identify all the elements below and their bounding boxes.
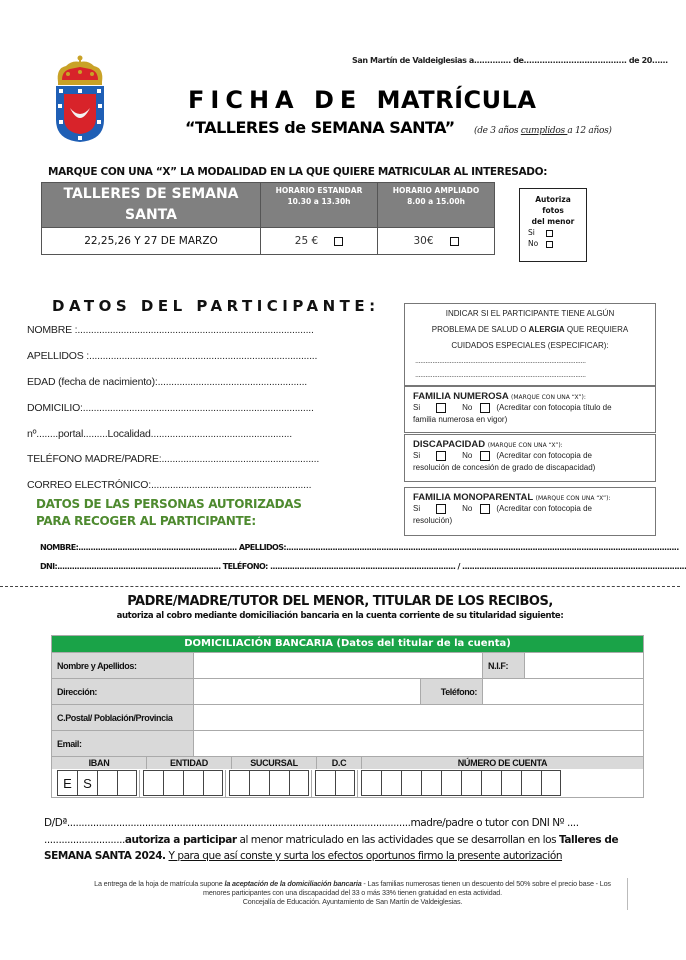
name-field[interactable]: NOMBRE :....................................................................................... [27, 324, 314, 336]
bank-details-table [51, 635, 644, 798]
place-date-line: San Martín de Valdeiglesias a.............. de....................................... de 20...... [352, 56, 668, 65]
disability-yes-checkbox[interactable] [436, 451, 446, 461]
sucursal-box[interactable] [269, 770, 289, 796]
sucursal-box[interactable] [249, 770, 269, 796]
authorization-paragraph: D/Dª.......................................................................................................................madre/padre o tutor con DNI Nº .... ............................autoriza a participar al menor matriculado en las actividades que se desarrollan en los Talleres de SEMANA SANTA 2024. Y para que así conste y surta los efectos oportunos firmo la presente autorización [44, 815, 640, 865]
extended-option [378, 228, 495, 255]
address-field[interactable]: DOMICILIO:..................................................................................... [27, 402, 314, 414]
account-box[interactable] [421, 770, 441, 796]
holder-email-input[interactable] [194, 731, 643, 756]
modality-heading: MARQUE CON UNA “X” LA MODALIDAD EN LA QUE QUIERE MATRICULAR AL INTERESADO: [48, 166, 548, 178]
iban-group [52, 770, 140, 797]
entidad-box[interactable] [163, 770, 183, 796]
entidad-box[interactable] [183, 770, 203, 796]
photo-authorization-box: Autoriza fotos del menor Si No [519, 188, 587, 262]
bank-header: DOMICILIACIÓN BANCARIA (Datos del titular de la cuenta) [52, 636, 643, 652]
dc-box[interactable] [315, 770, 335, 796]
photo-yes-option: Si [520, 227, 586, 238]
photo-no-checkbox[interactable] [546, 241, 553, 248]
workshop-dates: 22,25,26 Y 27 DE MARZO [42, 228, 261, 255]
extended-schedule-header: HORARIO AMPLIADO 8.00 a 15.00h [378, 183, 495, 228]
disability-no-checkbox[interactable] [480, 451, 490, 461]
account-box[interactable] [381, 770, 401, 796]
birthdate-field[interactable]: EDAD (fecha de nacimiento):....................................................... [27, 376, 308, 388]
large-family-yes-checkbox[interactable] [436, 403, 446, 413]
single-parent-no-checkbox[interactable] [480, 504, 490, 514]
title-part-1: FICHA DE [188, 86, 363, 114]
parent-phone-field[interactable]: TELÉFONO MADRE/PADRE:.......................................................... [27, 453, 320, 465]
single-parent-box: FAMILIA MONOPARENTAL (MARQUE CON UNA “X”): Si No (Acreditar con fotocopia de resolución) [404, 487, 656, 536]
holder-address-input[interactable] [194, 679, 421, 704]
disability-box: DISCAPACIDAD (MARQUE CON UNA “X”): Si No (Acreditar con fotocopia de resolución de concesión de grado de discapacidad) [404, 434, 656, 482]
footer-divider [627, 878, 628, 910]
page-title [188, 86, 568, 114]
iban-box[interactable]: S [77, 770, 97, 796]
modality-table [41, 182, 495, 255]
authorized-persons-heading-2: PARA RECOGER AL PARTICIPANTE: [36, 514, 256, 528]
account-box[interactable] [541, 770, 561, 796]
account-number-boxes [52, 769, 643, 797]
dc-box[interactable] [335, 770, 355, 796]
single-parent-yes-checkbox[interactable] [436, 504, 446, 514]
account-group [361, 770, 563, 797]
crown-icon [58, 56, 103, 86]
participant-heading: DATOS DEL PARTICIPANTE: [52, 297, 380, 315]
number-portal-locality-field[interactable]: nº........portal.........Localidad.................................................... [27, 428, 292, 440]
extended-price: 30€ [413, 235, 434, 247]
iban-box[interactable]: E [57, 770, 77, 796]
bank-row-email: Email: [52, 730, 643, 756]
surname-field[interactable]: APELLIDOS :.................................................................................... [27, 350, 318, 362]
large-family-box: FAMILIA NUMEROSA (MARQUE CON UNA “X”): Si No (Acreditar con fotocopia título de familia numerosa en vigor) [404, 386, 656, 433]
sucursal-box[interactable] [229, 770, 249, 796]
entidad-box[interactable] [203, 770, 223, 796]
tutor-subheading: autoriza al cobro mediante domiciliación bancaria en la cuenta corriente de su titularidad siguiente: [116, 611, 564, 621]
health-box: INDICAR SI EL PARTICIPANTE TIENE ALGÚN PROBLEMA DE SALUD O ALERGIA QUE REQUIERA CUIDADOS ESPECIALES (ESPECIFICAR): ................................................................................................... ................................................................................................... [404, 303, 656, 386]
extended-checkbox[interactable] [450, 237, 459, 246]
title-part-2: MATRÍCULA [376, 86, 537, 114]
email-field[interactable]: CORREO ELECTRÓNICO:........................................................... [27, 479, 312, 491]
account-box[interactable] [461, 770, 481, 796]
standard-schedule-header: HORARIO ESTANDAR 10.30 a 13.30h [261, 183, 378, 228]
account-box[interactable] [501, 770, 521, 796]
photo-no-option: No [520, 238, 586, 249]
cut-line-divider [0, 586, 680, 587]
account-box[interactable] [441, 770, 461, 796]
sucursal-box[interactable] [289, 770, 309, 796]
standard-option [261, 228, 378, 255]
iban-box[interactable] [97, 770, 117, 796]
account-box[interactable] [521, 770, 541, 796]
standard-price: 25 € [294, 235, 319, 247]
coat-of-arms-logo [50, 54, 110, 144]
bank-row-name: Nombre y Apellidos: N.I.F: [52, 652, 643, 678]
photo-yes-checkbox[interactable] [546, 230, 553, 237]
entidad-box[interactable] [143, 770, 163, 796]
account-box[interactable] [401, 770, 421, 796]
authorized-name-surname-line[interactable]: NOMBRE:................................................................. APELLIDOS:................................................................................................................................................................. [40, 543, 679, 552]
page-subtitle: “TALLERES de SEMANA SANTA” [185, 118, 455, 137]
standard-checkbox[interactable] [334, 237, 343, 246]
holder-phone-input[interactable] [483, 679, 643, 704]
entidad-group [143, 770, 226, 797]
age-note: (de 3 años cumplidos a 12 años) [474, 126, 612, 136]
shield-icon [56, 86, 104, 142]
health-input-line-1[interactable]: ................................................................................................... [415, 356, 586, 365]
account-box[interactable] [481, 770, 501, 796]
health-input-line-2[interactable]: ................................................................................................... [415, 370, 586, 379]
guardian-dni-continuation[interactable]: ............................ [44, 833, 125, 846]
workshop-column-header: TALLERES DE SEMANA SANTA [42, 183, 261, 228]
large-family-no-checkbox[interactable] [480, 403, 490, 413]
holder-name-input[interactable] [194, 653, 483, 678]
account-box[interactable] [361, 770, 381, 796]
authorized-persons-heading-1: DATOS DE LAS PERSONAS AUTORIZADAS [36, 497, 302, 511]
dc-group [315, 770, 358, 797]
bank-row-address: Dirección: Teléfono: [52, 678, 643, 704]
account-headers: IBAN ENTIDAD SUCURSAL D.C NÚMERO DE CUENTA [52, 756, 643, 769]
authorized-dni-phone-line[interactable]: DNI:................................................................... TELÉFONO: ............................................................................ / ............................................................................................ [40, 562, 686, 571]
holder-nif-input[interactable] [525, 653, 643, 678]
footer-note: La entrega de la hoja de matrícula supone la aceptación de la domiciliación bancaria - Las familias numerosas tienen un descuento del 50% sobre el precio base - Los menores participantes con una discapacidad del 33 o más 33% tienen gratuidad en esta actividad. Concejalía de Educación. Ayuntamiento de San Martín de Valdeiglesias. [94, 879, 611, 906]
guardian-dni-line[interactable]: D/Dª.......................................................................................................................madre/padre o tutor con DNI Nº .... [44, 817, 579, 829]
iban-box[interactable] [117, 770, 137, 796]
holder-postal-input[interactable] [194, 705, 643, 730]
bank-row-postal: C.Postal/ Población/Provincia [52, 704, 643, 730]
tutor-heading: PADRE/MADRE/TUTOR DEL MENOR, TITULAR DE LOS RECIBOS, [127, 594, 553, 609]
sucursal-group [229, 770, 312, 797]
